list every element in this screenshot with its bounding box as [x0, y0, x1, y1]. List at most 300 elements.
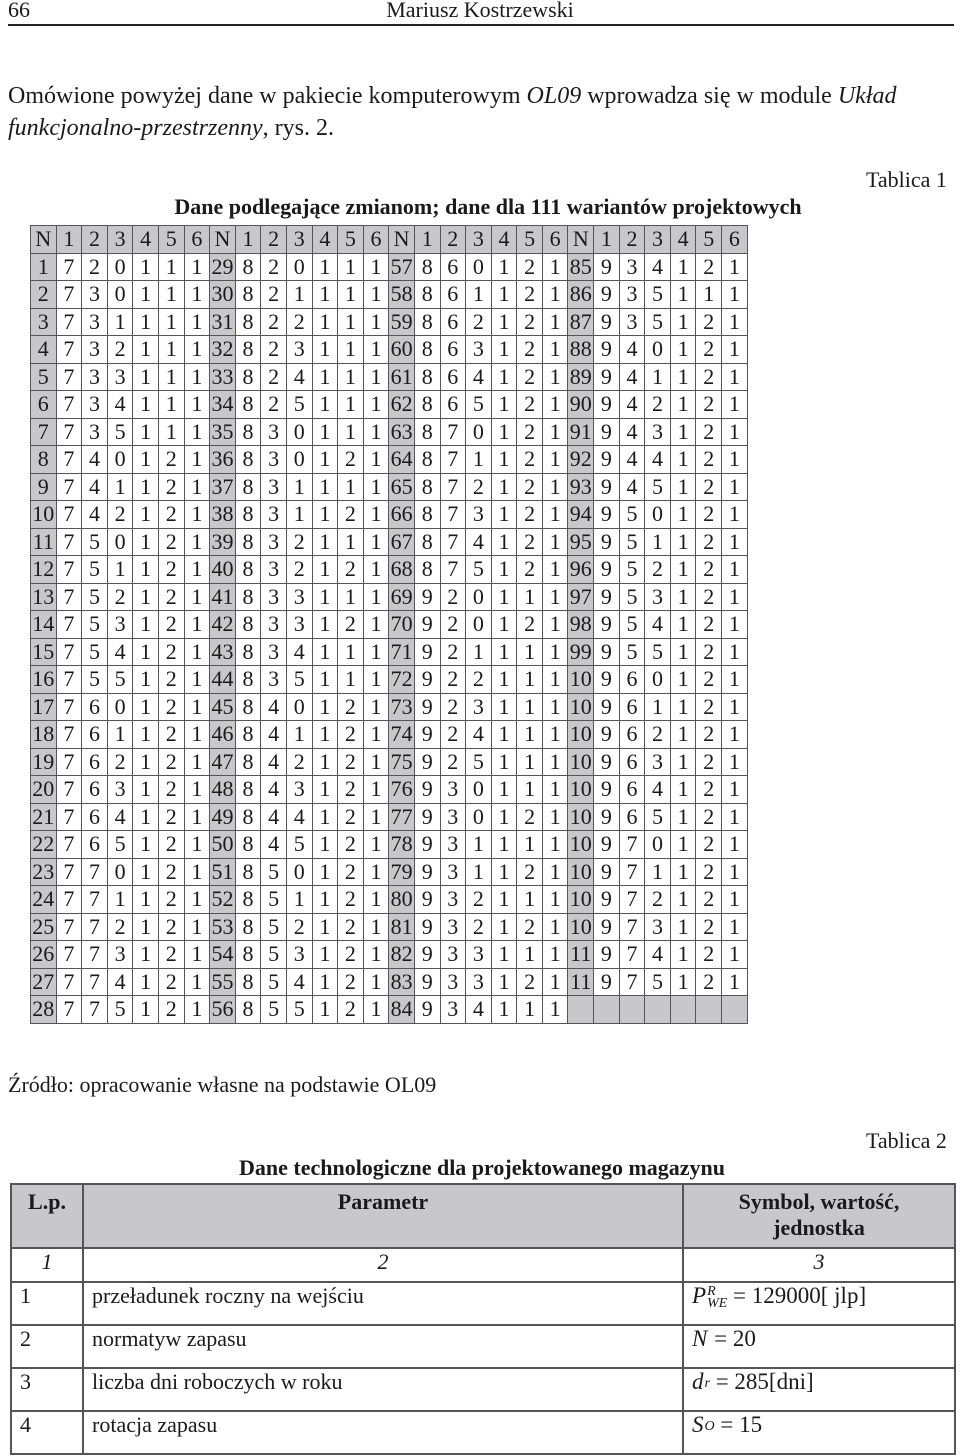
table-cell: 3	[82, 308, 108, 336]
table-cell: 8	[235, 996, 261, 1024]
table-cell: 1	[542, 968, 568, 996]
table-cell: 9	[414, 666, 440, 694]
table-cell: 1	[466, 638, 492, 666]
table-cell: 8	[414, 281, 440, 309]
table-cell: 7	[82, 886, 108, 914]
table-cell	[645, 996, 671, 1024]
table-cell: 9	[594, 556, 620, 584]
table-row	[31, 968, 748, 996]
table-cell: 2	[466, 886, 492, 914]
table-cell: 1	[542, 501, 568, 529]
variants-table	[30, 225, 748, 1024]
table-cell: 1	[670, 831, 696, 859]
table-cell: 2	[158, 968, 184, 996]
table-cell: 5	[286, 831, 312, 859]
table-cell: 7	[56, 666, 82, 694]
variant-number-cell: 87	[569, 308, 592, 334]
table-cell: 9	[414, 776, 440, 804]
table-cell: 2	[158, 528, 184, 556]
table-cell: 8	[235, 583, 261, 611]
header-cell: 6	[722, 226, 748, 254]
table-cell: 7	[56, 831, 82, 859]
table-cell: 2	[517, 391, 543, 419]
variant-number-cell: 70	[390, 611, 413, 637]
table-cell: 8	[414, 418, 440, 446]
variant-number-cell: 32	[211, 336, 234, 362]
table-cell: 5	[261, 858, 287, 886]
table-cell: 1	[184, 831, 210, 859]
table-cell: 1	[670, 858, 696, 886]
page-number: 66	[8, 0, 30, 22]
table-cell: 2	[158, 831, 184, 859]
table-cell: 1	[363, 418, 389, 446]
table-cell: 2	[440, 721, 466, 749]
table-cell: 1	[670, 968, 696, 996]
variant-number-cell: 26	[32, 941, 55, 967]
table-cell: 1	[722, 858, 748, 886]
variant-number-cell: 11	[568, 941, 594, 969]
table-cell: 6	[440, 363, 466, 391]
table2-label: Tablica 2	[866, 1128, 947, 1153]
table-cell: 9	[414, 638, 440, 666]
table-cell: 1	[363, 996, 389, 1024]
variant-number-cell: 86	[569, 281, 592, 307]
variant-number-cell: 7	[31, 418, 57, 446]
table-cell: 3	[466, 501, 492, 529]
table-cell: 2	[158, 693, 184, 721]
table-cell: 1	[670, 336, 696, 364]
table-cell: 8	[235, 611, 261, 639]
table-cell: 2	[338, 803, 364, 831]
variant-number-cell: 22	[32, 831, 55, 857]
table-cell: 1	[312, 528, 338, 556]
table-cell: 2	[696, 968, 722, 996]
variant-number-cell: 30	[211, 281, 234, 307]
table-cell: 6	[619, 721, 645, 749]
variant-number-cell: 80	[390, 886, 413, 912]
table-cell: 1	[491, 666, 517, 694]
table-cell: 1	[133, 968, 159, 996]
table-cell: 5	[82, 666, 108, 694]
table-cell: 1	[491, 308, 517, 336]
table-row	[31, 281, 748, 309]
symbol: d	[692, 1369, 704, 1394]
table-cell: 9	[414, 693, 440, 721]
table-cell: 2	[440, 748, 466, 776]
table-cell: 8	[414, 473, 440, 501]
table-cell: 0	[466, 583, 492, 611]
variant-number-cell: 13	[32, 583, 55, 609]
table-cell: 0	[286, 418, 312, 446]
table-cell: 4	[261, 776, 287, 804]
table-cell: 9	[594, 721, 620, 749]
table-cell: 5	[466, 748, 492, 776]
table-cell: 0	[645, 831, 671, 859]
variant-number-cell: 66	[390, 501, 413, 527]
table-cell: 1	[670, 528, 696, 556]
table-cell: 5	[466, 391, 492, 419]
header-cell: 3	[107, 226, 133, 254]
variant-number-cell: 45	[211, 693, 234, 719]
variant-number-cell: 60	[390, 336, 413, 362]
table-cell: 1	[133, 556, 159, 584]
table-cell: 2	[158, 941, 184, 969]
table-cell: 8	[235, 473, 261, 501]
table-cell: 5	[619, 583, 645, 611]
table-cell: 4	[107, 803, 133, 831]
table-cell: 2	[440, 583, 466, 611]
table-cell: 0	[286, 858, 312, 886]
table-cell: 2	[517, 446, 543, 474]
variant-number-cell: 61	[390, 363, 413, 389]
table-cell: 6	[82, 803, 108, 831]
intro-text-1: Omówione powyżej dane w pakiecie komputerowym	[8, 83, 527, 109]
table-cell: 7	[56, 391, 82, 419]
table-cell: 2	[158, 996, 184, 1024]
table-cell: 1	[107, 886, 133, 914]
symbol: S	[692, 1412, 704, 1437]
table-cell: 1	[312, 446, 338, 474]
variant-number-cell: 74	[390, 721, 413, 747]
table-cell: 1	[670, 308, 696, 336]
table-cell: 1	[133, 391, 159, 419]
table-cell: 2	[517, 253, 543, 281]
table-cell: 1	[542, 666, 568, 694]
table-cell: 1	[338, 363, 364, 391]
table-cell: 2	[158, 638, 184, 666]
table-cell: 1	[491, 556, 517, 584]
header-cell: N	[389, 226, 415, 254]
table-cell: 3	[107, 611, 133, 639]
table-cell: 1	[184, 281, 210, 309]
table-cell: 1	[466, 446, 492, 474]
row-number: 4	[11, 1411, 83, 1454]
table-cell: 1	[133, 941, 159, 969]
table-cell: 3	[440, 996, 466, 1024]
table-cell: 2	[517, 858, 543, 886]
table-cell: 1	[338, 281, 364, 309]
table-cell: 7	[440, 501, 466, 529]
table-cell: 2	[696, 666, 722, 694]
table-cell: 1	[312, 748, 338, 776]
table-cell: 2	[696, 473, 722, 501]
table-cell: 1	[670, 941, 696, 969]
table-cell: 1	[133, 281, 159, 309]
symbol-subscript: WE	[707, 1295, 728, 1311]
table-cell: 2	[158, 446, 184, 474]
table-cell: 1	[184, 638, 210, 666]
table-cell: 9	[414, 996, 440, 1024]
table-cell: 2	[696, 528, 722, 556]
table-cell: 6	[82, 831, 108, 859]
table-cell: 1	[722, 968, 748, 996]
table-cell: 2	[338, 693, 364, 721]
table-row	[11, 1368, 955, 1411]
variant-number-cell: 4	[31, 336, 57, 364]
table-cell: 8	[235, 941, 261, 969]
table-cell: 5	[261, 941, 287, 969]
symbol-value	[683, 1325, 955, 1368]
header-lp: L.p.	[11, 1184, 83, 1248]
table-cell: 1	[722, 611, 748, 639]
table-cell: 1	[133, 308, 159, 336]
table-cell: 0	[645, 501, 671, 529]
table-cell: 1	[542, 418, 568, 446]
table-cell: 1	[107, 308, 133, 336]
table-cell: 1	[184, 363, 210, 391]
table-cell: 1	[133, 638, 159, 666]
table-cell: 1	[363, 886, 389, 914]
intro-text-2: wprowadza się w module	[581, 83, 838, 109]
table-cell: 1	[286, 473, 312, 501]
table-cell: 1	[184, 913, 210, 941]
table-cell: 1	[722, 748, 748, 776]
table-row	[11, 1282, 955, 1325]
variant-number-cell: 6	[31, 391, 57, 419]
table-cell: 1	[542, 253, 568, 281]
table-cell: 1	[158, 391, 184, 419]
table-cell: 9	[594, 968, 620, 996]
table-cell: 6	[440, 336, 466, 364]
table-cell: 8	[235, 666, 261, 694]
table-cell: 3	[440, 858, 466, 886]
header-cell: 4	[312, 226, 338, 254]
table-cell: 1	[363, 583, 389, 611]
table-cell: 5	[261, 968, 287, 996]
table-cell: 1	[338, 473, 364, 501]
table-cell: 1	[466, 831, 492, 859]
table-cell: 7	[56, 363, 82, 391]
symbol-equation: = 129000[ jlp]	[727, 1283, 867, 1308]
table-cell: 8	[235, 501, 261, 529]
table-cell	[619, 996, 645, 1024]
table-cell: 9	[594, 666, 620, 694]
table-cell: 2	[696, 913, 722, 941]
table-cell: 4	[645, 776, 671, 804]
table-cell: 0	[107, 858, 133, 886]
table-cell: 1	[312, 611, 338, 639]
variant-number-cell: 96	[569, 556, 592, 582]
table-cell: 1	[133, 721, 159, 749]
table-cell: 1	[312, 363, 338, 391]
table-cell: 4	[82, 501, 108, 529]
table-cell: 1	[722, 886, 748, 914]
table-cell: 4	[107, 968, 133, 996]
table-cell: 7	[56, 611, 82, 639]
table-cell: 0	[107, 446, 133, 474]
table-cell: 7	[56, 446, 82, 474]
table-cell: 6	[82, 776, 108, 804]
table-row	[31, 473, 748, 501]
table-cell: 2	[158, 858, 184, 886]
table-cell: 2	[696, 831, 722, 859]
table-cell: 9	[594, 528, 620, 556]
variant-number-cell: 91	[569, 418, 592, 444]
table-cell: 2	[696, 501, 722, 529]
column-number: 2	[83, 1248, 683, 1282]
table-cell: 2	[338, 611, 364, 639]
table-cell: 4	[645, 941, 671, 969]
symbol-value	[683, 1368, 955, 1411]
table-cell: 1	[645, 528, 671, 556]
header-cell: 6	[542, 226, 568, 254]
table-cell: 1	[363, 308, 389, 336]
table-cell: 1	[517, 638, 543, 666]
variant-number-cell: 1	[31, 253, 57, 281]
table-cell: 2	[440, 666, 466, 694]
table-cell: 1	[670, 556, 696, 584]
table-cell: 9	[414, 831, 440, 859]
table-row	[31, 913, 748, 941]
table-row	[31, 418, 748, 446]
table-cell: 7	[56, 721, 82, 749]
table-cell: 8	[235, 831, 261, 859]
variant-number-cell: 69	[390, 583, 413, 609]
table-cell: 7	[619, 913, 645, 941]
table-cell: 1	[312, 968, 338, 996]
table-cell: 1	[363, 363, 389, 391]
table-cell: 9	[594, 693, 620, 721]
table-cell: 5	[82, 638, 108, 666]
variant-number-cell: 21	[32, 803, 55, 829]
table-row	[31, 308, 748, 336]
table-cell	[594, 996, 620, 1024]
table-cell: 3	[440, 803, 466, 831]
table-cell: 6	[82, 693, 108, 721]
variant-number-cell: 10	[569, 803, 592, 829]
table2-numbering-row	[11, 1248, 955, 1282]
table-cell: 1	[312, 693, 338, 721]
intro-text-3: , rys. 2.	[262, 115, 334, 141]
table-cell: 1	[184, 583, 210, 611]
table-cell: 2	[696, 363, 722, 391]
table-cell: 1	[722, 556, 748, 584]
table-cell: 2	[517, 336, 543, 364]
table-cell: 9	[594, 886, 620, 914]
table-cell: 1	[363, 253, 389, 281]
table-cell: 7	[82, 941, 108, 969]
table-cell: 8	[235, 913, 261, 941]
table-cell: 1	[491, 253, 517, 281]
variant-number-cell: 37	[211, 473, 234, 499]
table-cell: 1	[133, 528, 159, 556]
table-cell: 2	[107, 913, 133, 941]
table-cell: 1	[363, 721, 389, 749]
variant-number-cell: 36	[211, 446, 234, 472]
table-cell: 2	[158, 803, 184, 831]
table-cell: 2	[696, 638, 722, 666]
table-cell: 1	[184, 446, 210, 474]
table-cell: 7	[56, 336, 82, 364]
table-cell: 1	[491, 501, 517, 529]
table-cell: 2	[466, 308, 492, 336]
variant-number-cell: 51	[211, 858, 234, 884]
table-cell: 1	[466, 281, 492, 309]
table-cell: 9	[414, 913, 440, 941]
table-cell: 3	[286, 336, 312, 364]
table-cell: 3	[261, 583, 287, 611]
table-row	[11, 1411, 955, 1454]
table-cell: 1	[491, 363, 517, 391]
table2-header-row	[11, 1184, 955, 1248]
variant-number-cell: 44	[211, 666, 234, 692]
table-cell: 1	[363, 391, 389, 419]
table-cell: 4	[619, 391, 645, 419]
table-cell: 0	[466, 253, 492, 281]
table-cell: 9	[594, 776, 620, 804]
table-cell: 2	[107, 336, 133, 364]
variant-number-cell: 85	[569, 253, 592, 279]
variant-number-cell: 10	[569, 666, 592, 692]
table-cell: 9	[414, 886, 440, 914]
table-cell: 1	[184, 308, 210, 336]
table-cell: 1	[645, 363, 671, 391]
table-cell: 2	[645, 556, 671, 584]
table-cell: 1	[312, 391, 338, 419]
table-cell: 0	[286, 446, 312, 474]
table-cell: 1	[491, 776, 517, 804]
table-cell: 1	[542, 831, 568, 859]
table-row	[31, 336, 748, 364]
table-cell: 3	[261, 556, 287, 584]
variant-number-cell: 64	[390, 446, 413, 472]
table-cell: 7	[56, 308, 82, 336]
table-cell: 2	[517, 611, 543, 639]
table-cell: 1	[722, 528, 748, 556]
variant-number-cell	[568, 996, 594, 1024]
table-cell: 3	[645, 418, 671, 446]
table-cell: 1	[722, 281, 748, 309]
table-cell: 4	[645, 253, 671, 281]
variant-number-cell: 90	[569, 391, 592, 417]
table-cell: 1	[312, 336, 338, 364]
table-cell: 4	[466, 996, 492, 1024]
table-cell: 4	[466, 363, 492, 391]
table-cell: 1	[542, 776, 568, 804]
table-cell: 1	[184, 528, 210, 556]
table-cell: 2	[338, 556, 364, 584]
table-cell: 4	[107, 391, 133, 419]
table-cell: 5	[619, 528, 645, 556]
table-cell: 2	[338, 446, 364, 474]
table-cell: 3	[107, 363, 133, 391]
table-cell: 1	[363, 803, 389, 831]
table-cell: 2	[158, 721, 184, 749]
table-cell: 1	[133, 418, 159, 446]
table-cell: 7	[56, 473, 82, 501]
table-cell: 7	[56, 886, 82, 914]
table-cell: 2	[696, 253, 722, 281]
table-cell: 7	[82, 913, 108, 941]
variant-number-cell: 84	[390, 996, 413, 1022]
table-cell: 1	[722, 446, 748, 474]
table-cell: 7	[56, 748, 82, 776]
table-cell: 4	[466, 528, 492, 556]
header-cell: 6	[363, 226, 389, 254]
table-cell: 1	[184, 886, 210, 914]
variant-number-cell: 10	[569, 831, 592, 857]
variant-number-cell: 78	[390, 831, 413, 857]
table-cell: 1	[722, 913, 748, 941]
table-cell: 1	[670, 281, 696, 309]
table-cell: 3	[440, 886, 466, 914]
table-cell: 1	[312, 913, 338, 941]
table-cell: 9	[414, 721, 440, 749]
table-cell	[696, 996, 722, 1024]
table-cell: 1	[133, 858, 159, 886]
table-cell: 9	[594, 611, 620, 639]
table-cell: 2	[158, 611, 184, 639]
